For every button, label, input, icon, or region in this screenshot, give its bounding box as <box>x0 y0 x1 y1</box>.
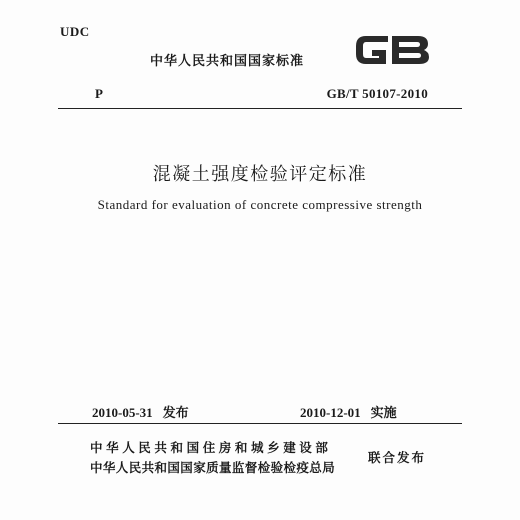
issuing-authorities <box>90 438 335 478</box>
publish-label: 发布 <box>162 406 189 421</box>
issuer-ministry: 中华人民共和国住房和城乡建设部 <box>90 440 332 455</box>
standard-number: GB/T 50107-2010 <box>326 86 428 101</box>
publish-date-block <box>92 402 189 421</box>
udc-label: UDC <box>60 24 90 39</box>
category-code: P <box>95 86 103 101</box>
publish-date: 2010-05-31 <box>92 405 153 420</box>
effective-date: 2010-12-01 <box>300 405 361 420</box>
gb-logo-icon <box>352 30 432 70</box>
title-english: Standard for evaluation of concrete compressive strength <box>97 197 423 212</box>
bottom-divider <box>58 423 462 424</box>
national-standard-issuer: 中华人民共和国国家标准 <box>150 54 305 69</box>
title-chinese: 混凝土强度检验评定标准 <box>152 164 368 185</box>
top-divider <box>58 108 462 109</box>
issuer-aqsiq: 中华人民共和国国家质量监督检验检疫总局 <box>90 460 336 475</box>
effective-label: 实施 <box>370 406 397 421</box>
effective-date-block <box>300 402 397 421</box>
joint-release-label: 联合发布 <box>368 450 427 465</box>
